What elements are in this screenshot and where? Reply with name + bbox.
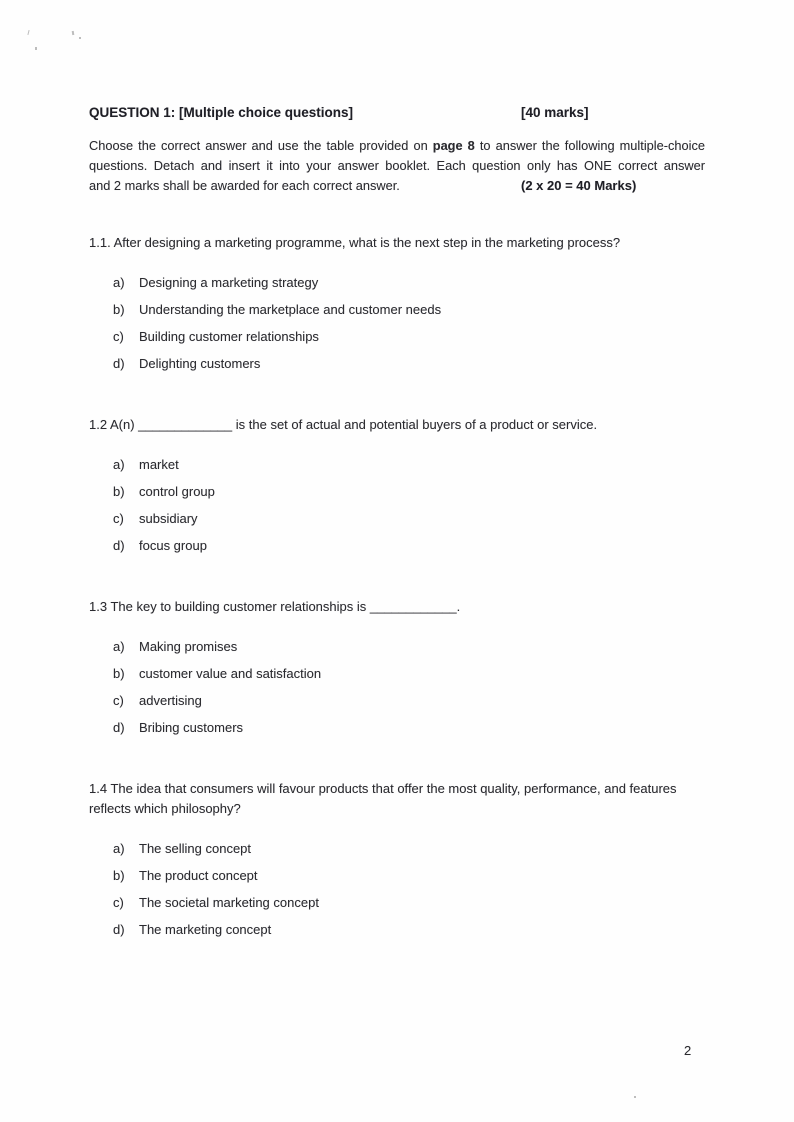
option-text: focus group bbox=[139, 538, 207, 553]
option-text: subsidiary bbox=[139, 511, 198, 526]
page-content bbox=[89, 0, 705, 943]
option-letter: b) bbox=[113, 868, 125, 883]
option-letter: b) bbox=[113, 666, 125, 681]
option-text: Building customer relationships bbox=[139, 329, 319, 344]
option-letter: a) bbox=[113, 639, 125, 654]
option-text: The product concept bbox=[139, 868, 258, 883]
intro-line-1 bbox=[89, 136, 705, 156]
option-letter: c) bbox=[113, 511, 124, 526]
option-letter: d) bbox=[113, 356, 125, 371]
option-text: Making promises bbox=[139, 639, 238, 654]
option-d bbox=[89, 350, 705, 377]
option-c bbox=[89, 889, 705, 916]
question-number: 1.1. bbox=[89, 235, 111, 250]
option-letter: b) bbox=[113, 302, 125, 317]
option-letter: d) bbox=[113, 538, 125, 553]
option-a bbox=[89, 835, 705, 862]
question-1-4 bbox=[89, 779, 705, 943]
option-text: Designing a marketing strategy bbox=[139, 275, 319, 290]
option-letter: b) bbox=[113, 484, 125, 499]
question-body: The idea that consumers will favour products that offer the most quality, performance, and features reflects which philosophy? bbox=[89, 781, 677, 816]
intro-page-ref: page 8 bbox=[432, 138, 475, 153]
option-text: The marketing concept bbox=[139, 922, 272, 937]
option-d bbox=[89, 714, 705, 741]
option-b bbox=[89, 478, 705, 505]
question-body: After designing a marketing programme, what is the next step in the marketing process? bbox=[113, 235, 621, 250]
question-number: 1.3 bbox=[89, 599, 108, 614]
option-letter: c) bbox=[113, 693, 124, 708]
option-a bbox=[89, 269, 705, 296]
options-list bbox=[89, 633, 705, 741]
option-letter: c) bbox=[113, 895, 124, 910]
intro-line-1-prefix: Choose the correct answer and use the table provided on bbox=[89, 138, 433, 153]
option-text: Delighting customers bbox=[139, 356, 261, 371]
page-number: 2 bbox=[684, 1043, 692, 1058]
option-text: The societal marketing concept bbox=[139, 895, 319, 910]
marks-note: (2 x 20 = 40 Marks) bbox=[521, 178, 637, 193]
option-c bbox=[89, 687, 705, 714]
question-number: 1.2 bbox=[89, 417, 108, 432]
option-text: The selling concept bbox=[139, 841, 252, 856]
option-letter: a) bbox=[113, 457, 125, 472]
question-1-2 bbox=[89, 415, 705, 559]
question-number: 1.4 bbox=[89, 781, 108, 796]
intro-line-1-suffix: to answer the following multiple-choice bbox=[474, 138, 705, 153]
question-body: The key to building customer relationships is ____________. bbox=[110, 599, 461, 614]
option-letter: a) bbox=[113, 841, 125, 856]
option-text: control group bbox=[139, 484, 215, 499]
scan-artifact bbox=[79, 37, 81, 39]
option-a bbox=[89, 451, 705, 478]
scan-artifact bbox=[35, 47, 37, 50]
options-list bbox=[89, 451, 705, 559]
option-text: Understanding the marketplace and customer needs bbox=[139, 302, 442, 317]
option-c bbox=[89, 323, 705, 350]
option-b bbox=[89, 660, 705, 687]
scan-artifact bbox=[72, 31, 75, 35]
question-text bbox=[89, 415, 705, 435]
option-a bbox=[89, 633, 705, 660]
question-1-1 bbox=[89, 233, 705, 377]
options-list bbox=[89, 835, 705, 943]
option-b bbox=[89, 296, 705, 323]
scan-artifact bbox=[27, 30, 29, 35]
question-title: QUESTION 1: [Multiple choice questions] bbox=[89, 105, 354, 120]
marks-label: [40 marks] bbox=[521, 105, 589, 120]
option-text: Bribing customers bbox=[139, 720, 244, 735]
option-letter: d) bbox=[113, 922, 125, 937]
option-b bbox=[89, 862, 705, 889]
option-d bbox=[89, 532, 705, 559]
option-letter: c) bbox=[113, 329, 124, 344]
intro-line-3: and 2 marks shall be awarded for each correct answer. bbox=[89, 178, 400, 193]
option-letter: d) bbox=[113, 720, 125, 735]
option-text: advertising bbox=[139, 693, 202, 708]
options-list bbox=[89, 269, 705, 377]
option-letter: a) bbox=[113, 275, 125, 290]
option-c bbox=[89, 505, 705, 532]
option-text: customer value and satisfaction bbox=[139, 666, 322, 681]
intro-paragraph bbox=[89, 136, 705, 196]
intro-line-2: questions. Detach and insert it into your answer booklet. Each question only has ONE correct answer bbox=[89, 158, 705, 173]
question-body: A(n) _____________ is the set of actual and potential buyers of a product or service. bbox=[109, 417, 598, 432]
question-text bbox=[89, 597, 705, 617]
scan-artifact bbox=[634, 1096, 636, 1098]
question-text bbox=[89, 779, 705, 819]
option-text: market bbox=[139, 457, 179, 472]
question-header bbox=[89, 103, 705, 123]
question-1-3 bbox=[89, 597, 705, 741]
question-text bbox=[89, 233, 705, 253]
option-d bbox=[89, 916, 705, 943]
